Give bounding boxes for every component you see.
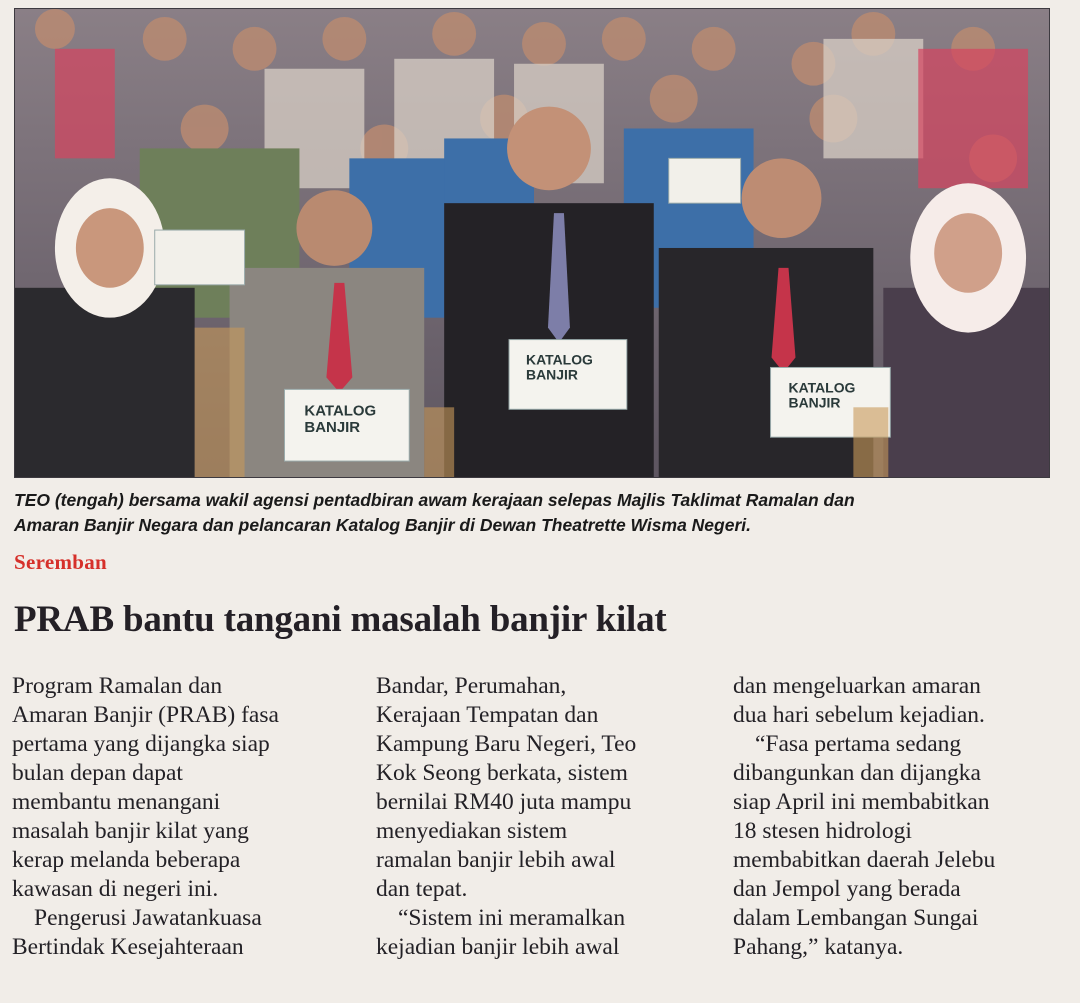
text-line: Kampung Baru Negeri, Teo: [376, 731, 637, 757]
text-line: membantu menangani: [12, 789, 221, 815]
text-line: bulan depan dapat: [12, 760, 183, 786]
text-line: dalam Lembangan Sungai: [733, 905, 979, 931]
svg-text:KATALOG: KATALOG: [526, 351, 593, 368]
text-line: “Sistem ini meramalkan: [398, 905, 626, 931]
text-line: Amaran Banjir (PRAB) fasa: [12, 702, 279, 728]
text-line: ramalan banjir lebih awal: [376, 847, 616, 873]
svg-text:BANJIR: BANJIR: [304, 419, 361, 437]
headline: PRAB bantu tangani masalah banjir kilat: [14, 599, 667, 640]
text-line: dan Jempol yang berada: [733, 876, 961, 902]
svg-text:KATALOG: KATALOG: [788, 379, 856, 396]
text-line: Pengerusi Jawatankuasa: [34, 905, 262, 931]
text-line: membabitkan daerah Jelebu: [733, 847, 996, 873]
text-line: pertama yang dijangka siap: [12, 731, 270, 757]
text-line: dan mengeluarkan amaran: [733, 673, 981, 699]
text-line: bernilai RM40 juta mampu: [376, 789, 632, 815]
text-line: Program Ramalan dan: [12, 673, 223, 699]
svg-text:BANJIR: BANJIR: [526, 366, 578, 383]
group-photo-icon: [15, 9, 1049, 477]
article-column-1: [12, 672, 357, 962]
text-line: kejadian banjir lebih awal: [376, 934, 620, 960]
text-line: Kok Seong berkata, sistem: [376, 760, 628, 786]
text-line: dan tepat.: [376, 876, 468, 902]
caption-line: Amaran Banjir Negara dan pelancaran Katalog Banjir di Dewan Theatrette Wisma Negeri.: [14, 515, 751, 535]
text-line: dibangunkan dan dijangka: [733, 760, 981, 786]
article-column-2: [376, 672, 721, 962]
article-column-3: [733, 672, 1078, 962]
text-line: Bertindak Kesejahteraan: [12, 934, 244, 960]
photo-caption: [14, 488, 1064, 538]
svg-text:KATALOG: KATALOG: [304, 402, 377, 420]
text-line: Kerajaan Tempatan dan: [376, 702, 599, 728]
dateline: Seremban: [14, 550, 108, 574]
text-line: dua hari sebelum kejadian.: [733, 702, 985, 728]
text-line: 18 stesen hidrologi: [733, 818, 912, 844]
text-line: Bandar, Perumahan,: [376, 673, 567, 699]
text-line: menyediakan sistem: [376, 818, 568, 844]
text-line: siap April ini membabitkan: [733, 789, 990, 815]
text-line: Pahang,” katanya.: [733, 934, 904, 960]
text-line: kawasan di negeri ini.: [12, 876, 219, 902]
text-line: kerap melanda beberapa: [12, 847, 241, 873]
news-photo: [14, 8, 1050, 478]
text-line: “Fasa pertama sedang: [755, 731, 962, 757]
svg-text:BANJIR: BANJIR: [788, 394, 841, 411]
caption-line: TEO (tengah) bersama wakil agensi pentadbiran awam kerajaan selepas Majlis Taklimat Ramalan dan: [14, 490, 855, 510]
text-line: masalah banjir kilat yang: [12, 818, 249, 844]
